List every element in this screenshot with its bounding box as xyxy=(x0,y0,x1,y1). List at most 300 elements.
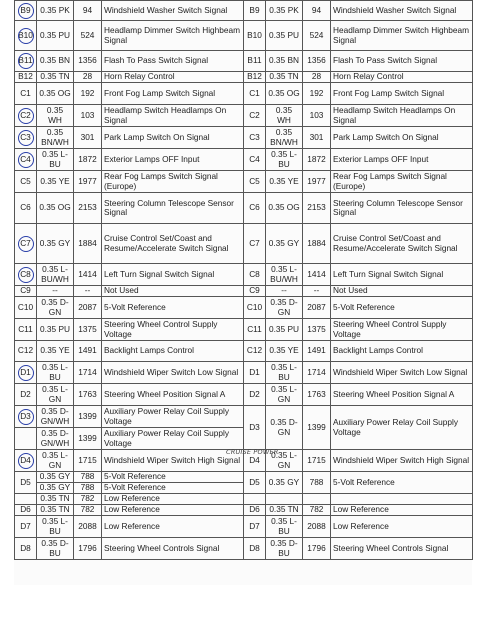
left-circuit-cell xyxy=(74,505,102,516)
pin-row xyxy=(15,127,473,149)
right-description-cell xyxy=(331,406,473,450)
left-wire-color-cell xyxy=(37,105,74,127)
left-circuit-cell xyxy=(74,450,102,472)
description-text: Flash To Pass Switch Signal xyxy=(333,55,438,66)
pin-row xyxy=(15,264,473,286)
left-pin-cell xyxy=(15,171,37,193)
left-circuit-cell xyxy=(74,224,102,264)
left-pin-cell xyxy=(15,472,37,494)
right-circuit-cell xyxy=(303,21,331,51)
right-wire-color-cell xyxy=(266,297,303,319)
wire-color-text: 0.35 D-GN/WH xyxy=(40,406,70,426)
right-circuit-cell xyxy=(303,72,331,83)
pin-text: C9 xyxy=(249,285,260,296)
right-description-cell xyxy=(331,341,473,362)
left-circuit-cell xyxy=(74,362,102,384)
pin-text: B9 xyxy=(249,4,260,15)
description-text: 5-Volt Reference xyxy=(104,301,166,312)
left-circuit-cell xyxy=(74,149,102,171)
left-circuit-cell xyxy=(74,538,102,560)
left-wire-color-cell xyxy=(37,472,74,483)
right-pin-cell xyxy=(244,319,266,341)
pin-row xyxy=(15,406,473,428)
left-wire-color-cell xyxy=(37,149,74,171)
pin-text: C12 xyxy=(17,345,34,356)
circuit-text: 1714 xyxy=(307,366,326,377)
left-pin-cell xyxy=(15,193,37,224)
left-description-cell xyxy=(102,171,244,193)
description-text: Windshield Wiper Switch High Signal xyxy=(104,454,241,465)
pin-row xyxy=(15,105,473,127)
pin-row xyxy=(15,538,473,560)
right-circuit-cell xyxy=(303,224,331,264)
left-pin-cell xyxy=(15,494,37,505)
circuit-text: 1872 xyxy=(307,153,326,164)
wire-color-text: 0.35 WH xyxy=(275,105,293,125)
right-description-cell xyxy=(331,516,473,538)
description-text: Windshield Wiper Switch High Signal xyxy=(333,454,470,465)
left-pin-cell xyxy=(15,105,37,127)
wire-color-text: 0.35 PK xyxy=(40,4,70,15)
right-wire-color-cell xyxy=(266,51,303,72)
pin-text: D4 xyxy=(249,454,260,465)
right-circuit-cell xyxy=(303,450,331,472)
left-pin-cell xyxy=(15,384,37,406)
wire-color-text: 0.35 D-BU xyxy=(270,538,298,558)
circuit-text: 1872 xyxy=(78,153,97,164)
left-circuit-cell xyxy=(74,494,102,505)
description-text: Backlight Lamps Control xyxy=(104,345,194,356)
wire-color-text: 0.35 L-BU xyxy=(271,362,297,382)
wire-color-text: 0.35 TN xyxy=(40,504,70,515)
description-text: Flash To Pass Switch Signal xyxy=(104,55,209,66)
pin-text: D8 xyxy=(20,542,31,553)
circuit-text: 192 xyxy=(309,87,324,98)
left-wire-color-cell xyxy=(37,193,74,224)
circuit-text: 1399 xyxy=(78,410,97,421)
left-circuit-cell xyxy=(74,72,102,83)
pin-row xyxy=(15,297,473,319)
pin-text: C5 xyxy=(20,175,31,186)
wire-color-text: 0.35 GY xyxy=(268,237,300,248)
right-wire-color-cell xyxy=(266,21,303,51)
right-description-cell xyxy=(331,450,473,472)
left-pin-cell xyxy=(15,286,37,297)
left-description-cell xyxy=(102,224,244,264)
left-description-cell xyxy=(102,494,244,505)
left-pin-cell xyxy=(15,149,37,171)
left-wire-color-cell xyxy=(37,428,74,450)
wire-color-text: 0.35 L-GN xyxy=(271,450,297,470)
circuit-text: 1356 xyxy=(78,55,97,66)
left-wire-color-cell xyxy=(37,224,74,264)
circuit-text: 788 xyxy=(80,482,95,493)
description-text: 5-Volt Reference xyxy=(333,301,395,312)
right-description-cell xyxy=(331,224,473,264)
description-text: Park Lamp Switch On Signal xyxy=(104,131,210,142)
circuit-text: 2088 xyxy=(78,520,97,531)
left-description-cell xyxy=(102,21,244,51)
right-wire-color-cell xyxy=(266,341,303,362)
left-circuit-cell xyxy=(74,428,102,450)
wire-color-text: 0.35 PU xyxy=(40,29,70,40)
wire-color-text: 0.35 L-GN xyxy=(42,450,68,470)
pin-text: D7 xyxy=(20,520,31,531)
left-wire-color-cell xyxy=(37,384,74,406)
circuit-text: 524 xyxy=(309,29,324,40)
pin-text: D5 xyxy=(20,476,31,487)
right-wire-color-cell xyxy=(266,149,303,171)
pin-text: D1 xyxy=(20,366,31,377)
wire-color-text: 0.35 D-BU xyxy=(41,538,69,558)
circuit-text: 782 xyxy=(309,504,324,515)
circuit-text: 1884 xyxy=(78,237,97,248)
right-wire-color-cell xyxy=(266,472,303,494)
right-pin-cell xyxy=(244,406,266,450)
left-description-cell xyxy=(102,105,244,127)
circuit-text: 2087 xyxy=(78,301,97,312)
right-description-cell xyxy=(331,72,473,83)
description-text: Horn Relay Control xyxy=(333,71,404,82)
wire-color-text: 0.35 L-BU xyxy=(42,362,68,382)
wire-color-text: 0.35 GY xyxy=(39,237,71,248)
right-wire-color-cell xyxy=(266,516,303,538)
pin-row xyxy=(15,494,473,505)
description-text: Steering Wheel Control Supply Voltage xyxy=(104,319,218,339)
right-circuit-cell xyxy=(303,505,331,516)
left-pin-cell xyxy=(15,406,37,428)
right-wire-color-cell xyxy=(266,1,303,21)
description-text: Headlamp Dimmer Switch Highbeam Signal xyxy=(104,25,241,45)
circuit-text: 1356 xyxy=(307,55,326,66)
left-circuit-cell xyxy=(74,472,102,483)
right-description-cell xyxy=(331,264,473,286)
right-description-cell xyxy=(331,505,473,516)
right-pin-cell xyxy=(244,83,266,105)
right-pin-cell xyxy=(244,286,266,297)
circuit-text: 524 xyxy=(80,29,95,40)
pin-row xyxy=(15,516,473,538)
pin-text: C6 xyxy=(20,202,31,213)
wire-color-text: 0.35 YE xyxy=(269,345,299,356)
wire-color-text: 0.35 BN/WH xyxy=(270,127,298,147)
wire-color-text: 0.35 L-BU xyxy=(42,149,68,169)
left-circuit-cell xyxy=(74,21,102,51)
circuit-text: 1491 xyxy=(307,345,326,356)
pin-text: C3 xyxy=(20,131,31,142)
left-wire-color-cell xyxy=(37,319,74,341)
wire-color-text: 0.35 PK xyxy=(269,4,299,15)
handwritten-note: CRUISE POWER xyxy=(226,448,279,456)
left-description-cell xyxy=(102,319,244,341)
pin-text: D1 xyxy=(249,366,260,377)
left-pin-cell xyxy=(15,341,37,362)
left-circuit-cell xyxy=(74,483,102,494)
circuit-text: 1714 xyxy=(78,366,97,377)
circuit-text: 1375 xyxy=(307,323,326,334)
left-circuit-cell xyxy=(74,83,102,105)
right-wire-color-cell xyxy=(266,264,303,286)
pin-row xyxy=(15,224,473,264)
right-circuit-cell xyxy=(303,286,331,297)
left-wire-color-cell xyxy=(37,83,74,105)
left-pin-cell xyxy=(15,538,37,560)
pin-text: C7 xyxy=(20,237,31,248)
circuit-text: 28 xyxy=(82,71,93,82)
wire-color-text: 0.35 L-BU xyxy=(42,516,68,536)
wire-color-text: 0.35 L-BU xyxy=(271,516,297,536)
pin-text: C12 xyxy=(246,345,263,356)
left-description-cell xyxy=(102,83,244,105)
right-empty-cell xyxy=(303,494,331,505)
wire-color-text: 0.35 WH xyxy=(46,105,64,125)
left-wire-color-cell xyxy=(37,1,74,21)
right-pin-cell xyxy=(244,105,266,127)
left-pin-cell xyxy=(15,224,37,264)
pin-text: C11 xyxy=(247,323,262,334)
right-wire-color-cell xyxy=(266,384,303,406)
wire-color-text: 0.35 L-BU/WH xyxy=(270,264,298,284)
right-circuit-cell xyxy=(303,297,331,319)
pin-text: C4 xyxy=(249,153,260,164)
left-description-cell xyxy=(102,51,244,72)
left-description-cell xyxy=(102,149,244,171)
left-description-cell xyxy=(102,1,244,21)
left-wire-color-cell xyxy=(37,483,74,494)
pin-text: B9 xyxy=(20,4,31,15)
pin-row xyxy=(15,149,473,171)
left-wire-color-cell xyxy=(37,494,74,505)
left-description-cell xyxy=(102,406,244,428)
right-wire-color-cell xyxy=(266,406,303,450)
pin-text: C10 xyxy=(246,301,263,312)
left-wire-color-cell xyxy=(37,264,74,286)
pin-text: B12 xyxy=(247,71,262,82)
pin-text: D5 xyxy=(249,476,260,487)
wire-color-text: 0.35 OG xyxy=(39,87,71,98)
pin-text: C7 xyxy=(249,237,260,248)
right-pin-cell xyxy=(244,538,266,560)
circuit-text: 782 xyxy=(80,504,95,515)
circuit-text: 1715 xyxy=(307,454,326,465)
circuit-text: 1884 xyxy=(307,237,326,248)
left-wire-color-cell xyxy=(37,127,74,149)
pin-row xyxy=(15,83,473,105)
wire-color-text: 0.35 D-GN xyxy=(270,297,298,317)
wire-color-text: 0.35 D-GN xyxy=(270,417,298,437)
description-text: Not Used xyxy=(333,285,368,296)
description-text: Auxiliary Power Relay Coil Supply Voltage xyxy=(104,428,229,448)
wire-color-text: 0.35 L-BU xyxy=(271,149,297,169)
pin-text: B12 xyxy=(18,71,33,82)
left-circuit-cell xyxy=(74,127,102,149)
description-text: Steering Wheel Position Signal A xyxy=(104,388,226,399)
right-pin-cell xyxy=(244,127,266,149)
left-wire-color-cell xyxy=(37,450,74,472)
right-pin-cell xyxy=(244,297,266,319)
circuit-text: 1977 xyxy=(307,175,326,186)
left-pin-cell xyxy=(15,51,37,72)
right-wire-color-cell xyxy=(266,193,303,224)
right-description-cell xyxy=(331,319,473,341)
pin-text: C8 xyxy=(20,268,31,279)
left-description-cell xyxy=(102,450,244,472)
pin-text: D6 xyxy=(20,504,31,515)
left-wire-color-cell xyxy=(37,341,74,362)
wire-color-text: 0.35 YE xyxy=(40,175,70,186)
left-description-cell xyxy=(102,384,244,406)
right-wire-color-cell xyxy=(266,319,303,341)
pin-row xyxy=(15,505,473,516)
right-circuit-cell xyxy=(303,406,331,450)
pin-text: D2 xyxy=(249,388,260,399)
left-description-cell xyxy=(102,127,244,149)
left-description-cell xyxy=(102,428,244,450)
left-wire-color-cell xyxy=(37,505,74,516)
right-circuit-cell xyxy=(303,171,331,193)
left-pin-cell xyxy=(15,505,37,516)
right-empty-cell xyxy=(331,494,473,505)
right-description-cell xyxy=(331,51,473,72)
left-circuit-cell xyxy=(74,1,102,21)
circuit-text: 1763 xyxy=(307,388,326,399)
left-wire-color-cell xyxy=(37,362,74,384)
left-circuit-cell xyxy=(74,341,102,362)
right-pin-cell xyxy=(244,51,266,72)
left-pin-cell xyxy=(15,516,37,538)
pin-text: C4 xyxy=(20,153,31,164)
right-circuit-cell xyxy=(303,127,331,149)
right-circuit-cell xyxy=(303,362,331,384)
pin-row xyxy=(15,319,473,341)
right-pin-cell xyxy=(244,72,266,83)
pin-row xyxy=(15,472,473,483)
description-text: 5-Volt Reference xyxy=(104,471,166,482)
wire-color-text: 0.35 PU xyxy=(40,323,70,334)
circuit-text: -- xyxy=(313,285,320,296)
description-text: Steering Wheel Position Signal A xyxy=(333,388,455,399)
right-wire-color-cell xyxy=(266,105,303,127)
right-description-cell xyxy=(331,472,473,494)
right-wire-color-cell xyxy=(266,224,303,264)
right-pin-cell xyxy=(244,362,266,384)
wire-color-text: 0.35 BN xyxy=(40,55,70,66)
description-text: Low Reference xyxy=(104,493,160,504)
left-wire-color-cell xyxy=(37,51,74,72)
circuit-text: 103 xyxy=(309,109,324,120)
wire-color-text: 0.35 TN xyxy=(40,493,70,504)
description-text: Cruise Control Set/Coast and Resume/Accelerate Switch Signal xyxy=(333,233,458,253)
description-text: Windshield Washer Switch Signal xyxy=(333,4,457,15)
circuit-text: -- xyxy=(84,285,91,296)
description-text: Low Reference xyxy=(333,520,389,531)
description-text: Low Reference xyxy=(104,520,160,531)
description-text: Rear Fog Lamps Switch Signal (Europe) xyxy=(104,171,218,191)
description-text: Rear Fog Lamps Switch Signal (Europe) xyxy=(333,171,447,191)
description-text: Exterior Lamps OFF Input xyxy=(104,153,200,164)
right-pin-cell xyxy=(244,171,266,193)
left-pin-cell xyxy=(15,362,37,384)
wire-color-text: 0.35 OG xyxy=(268,202,300,213)
right-empty-cell xyxy=(266,494,303,505)
description-text: 5-Volt Reference xyxy=(104,482,166,493)
circuit-text: 1715 xyxy=(78,454,97,465)
circuit-text: 94 xyxy=(82,4,93,15)
pin-text: C10 xyxy=(17,301,34,312)
wire-color-text: 0.35 L-GN xyxy=(271,384,297,404)
circuit-text: 1796 xyxy=(307,542,326,553)
description-text: Headlamp Dimmer Switch Highbeam Signal xyxy=(333,25,470,45)
description-text: Steering Wheel Control Supply Voltage xyxy=(333,319,447,339)
circuit-text: 192 xyxy=(80,87,95,98)
right-circuit-cell xyxy=(303,341,331,362)
right-circuit-cell xyxy=(303,149,331,171)
wire-color-text: 0.35 PU xyxy=(269,29,299,40)
right-circuit-cell xyxy=(303,1,331,21)
pin-text: B10 xyxy=(247,29,262,40)
description-text: Windshield Wiper Switch Low Signal xyxy=(333,366,468,377)
circuit-text: 103 xyxy=(80,109,95,120)
right-description-cell xyxy=(331,83,473,105)
pin-row xyxy=(15,171,473,193)
circuit-text: 2153 xyxy=(78,202,97,213)
left-circuit-cell xyxy=(74,319,102,341)
circuit-text: 1796 xyxy=(78,542,97,553)
pin-row xyxy=(15,21,473,51)
left-description-cell xyxy=(102,505,244,516)
circuit-text: 1399 xyxy=(307,421,326,432)
circuit-text: 1977 xyxy=(78,175,97,186)
left-pin-cell xyxy=(15,264,37,286)
wire-color-text: 0.35 GY xyxy=(39,471,71,482)
description-text: Exterior Lamps OFF Input xyxy=(333,153,429,164)
left-circuit-cell xyxy=(74,406,102,428)
wire-color-text: 0.35 L-BU/WH xyxy=(41,264,69,284)
right-wire-color-cell xyxy=(266,505,303,516)
circuit-text: 301 xyxy=(80,131,95,142)
wire-color-text: 0.35 PU xyxy=(269,323,299,334)
description-text: Steering Column Telescope Sensor Signal xyxy=(333,197,463,217)
right-pin-cell xyxy=(244,193,266,224)
wire-color-text: 0.35 GY xyxy=(268,476,300,487)
description-text: Horn Relay Control xyxy=(104,71,175,82)
left-pin-cell xyxy=(15,450,37,472)
right-pin-cell xyxy=(244,341,266,362)
pin-text: D8 xyxy=(249,542,260,553)
wire-color-text: 0.35 L-GN xyxy=(42,384,68,404)
circuit-text: 1491 xyxy=(78,345,97,356)
circuit-text: 2088 xyxy=(307,520,326,531)
wire-color-text: -- xyxy=(52,285,58,296)
left-pin-cell xyxy=(15,297,37,319)
right-circuit-cell xyxy=(303,472,331,494)
right-description-cell xyxy=(331,105,473,127)
left-circuit-cell xyxy=(74,105,102,127)
wire-color-text: 0.35 TN xyxy=(269,71,299,82)
wire-color-text: 0.35 D-GN/WH xyxy=(40,428,70,448)
left-wire-color-cell xyxy=(37,297,74,319)
pin-text: C2 xyxy=(249,109,260,120)
right-circuit-cell xyxy=(303,105,331,127)
pin-text: D2 xyxy=(20,388,31,399)
right-pin-cell xyxy=(244,224,266,264)
left-wire-color-cell xyxy=(37,286,74,297)
connector-pinout-table xyxy=(14,0,473,560)
description-text: Windshield Washer Switch Signal xyxy=(104,4,228,15)
right-description-cell xyxy=(331,297,473,319)
description-text: Steering Column Telescope Sensor Signal xyxy=(104,197,234,217)
left-description-cell xyxy=(102,286,244,297)
